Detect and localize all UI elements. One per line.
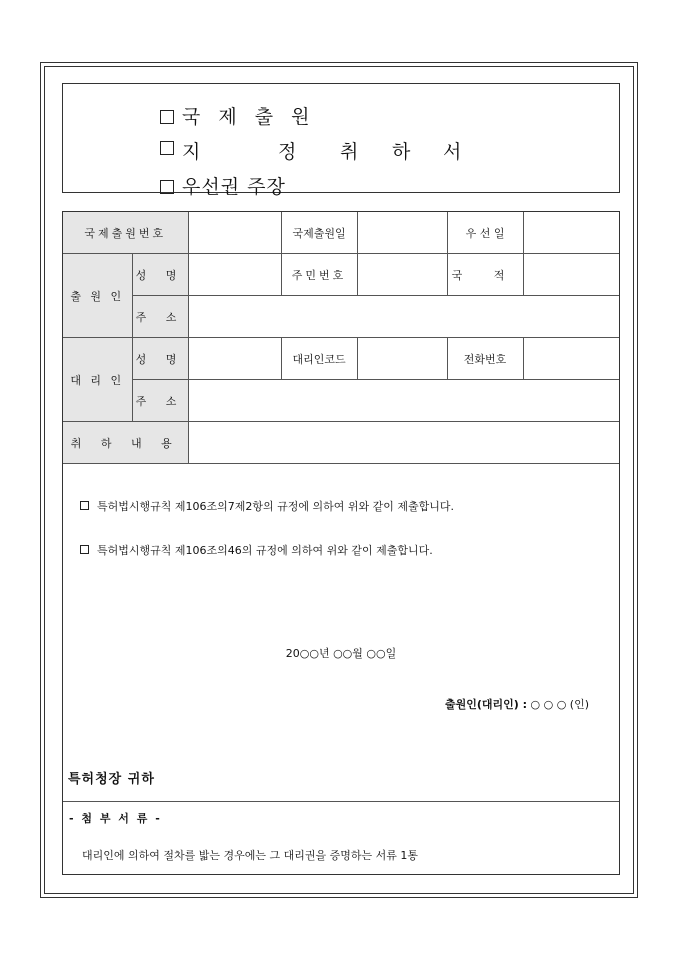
option-label: 우선권 주장	[182, 176, 286, 198]
agent-code-field[interactable]	[357, 338, 447, 380]
form-outer-border	[40, 62, 638, 898]
application-info-table	[63, 212, 619, 464]
checkbox-icon[interactable]	[80, 545, 89, 554]
nationality-field[interactable]	[523, 254, 619, 296]
phone-field[interactable]	[523, 338, 619, 380]
declaration-option-1[interactable]	[80, 498, 454, 514]
declaration-option-2[interactable]	[80, 542, 433, 558]
intl-app-date-label: 국제출원일	[281, 212, 357, 254]
agent-name-field[interactable]	[188, 338, 281, 380]
withdrawal-content-label: 취 하 내 용	[63, 422, 188, 464]
nationality-label: 국 적	[447, 254, 523, 296]
withdrawal-content-field[interactable]	[188, 422, 619, 464]
title-char: 지	[182, 141, 201, 163]
title-char: 하	[392, 141, 411, 163]
phone-label: 전화번호	[447, 338, 523, 380]
title-char: 정	[278, 141, 297, 163]
submission-date: 20○○년 ○○월 ○○일	[285, 647, 397, 660]
signature-label: 출원인(대리인) :	[444, 698, 527, 711]
option-designation-withdrawal[interactable]	[160, 137, 490, 163]
attachments-divider	[63, 801, 619, 802]
applicant-name-label: 성 명	[132, 254, 188, 296]
intl-app-no-label: 국제출원번호	[63, 212, 188, 254]
title-char: 취	[340, 141, 359, 163]
intl-app-date-field[interactable]	[357, 212, 447, 254]
title-box	[62, 83, 620, 198]
agent-address-field[interactable]	[188, 380, 619, 422]
title-char: 서	[443, 141, 462, 163]
option-international-application[interactable]	[160, 102, 316, 129]
checkbox-icon[interactable]	[80, 501, 89, 510]
declaration-text: 특허법시행규칙 제106조의7제2항의 규정에 의하여 위와 같이 제출합니다.	[97, 500, 454, 513]
attachments-title: - 첨 부 서 류 -	[69, 812, 162, 825]
signature-value: ○ ○ ○ (인)	[530, 698, 589, 711]
resident-no-label: 주민번호	[281, 254, 357, 296]
agent-label: 대 리 인	[63, 338, 132, 422]
applicant-label: 출 원 인	[63, 254, 132, 338]
addressee: 특허청장 귀하	[68, 772, 155, 787]
agent-name-label: 성 명	[132, 338, 188, 380]
priority-date-label: 우 선 일	[447, 212, 523, 254]
form-main-section	[62, 211, 620, 875]
signature-line	[445, 696, 589, 712]
option-label: 국 제 출 원	[182, 106, 316, 128]
checkbox-icon[interactable]	[160, 141, 174, 155]
form-inner-border	[44, 66, 634, 894]
applicant-address-label: 주 소	[132, 296, 188, 338]
agent-code-label: 대리인코드	[281, 338, 357, 380]
applicant-address-field[interactable]	[188, 296, 619, 338]
checkbox-icon[interactable]	[160, 180, 174, 194]
applicant-name-field[interactable]	[188, 254, 281, 296]
attachment-item: 대리인에 의하여 절차를 밟는 경우에는 그 대리권을 증명하는 서류 1통	[82, 849, 418, 862]
priority-date-field[interactable]	[523, 212, 619, 254]
checkbox-icon[interactable]	[160, 110, 174, 124]
intl-app-no-field[interactable]	[188, 212, 281, 254]
option-priority-claim[interactable]	[160, 172, 286, 199]
resident-no-field[interactable]	[357, 254, 447, 296]
agent-address-label: 주 소	[132, 380, 188, 422]
declaration-text: 특허법시행규칙 제106조의46의 규정에 의하여 위와 같이 제출합니다.	[97, 544, 433, 557]
